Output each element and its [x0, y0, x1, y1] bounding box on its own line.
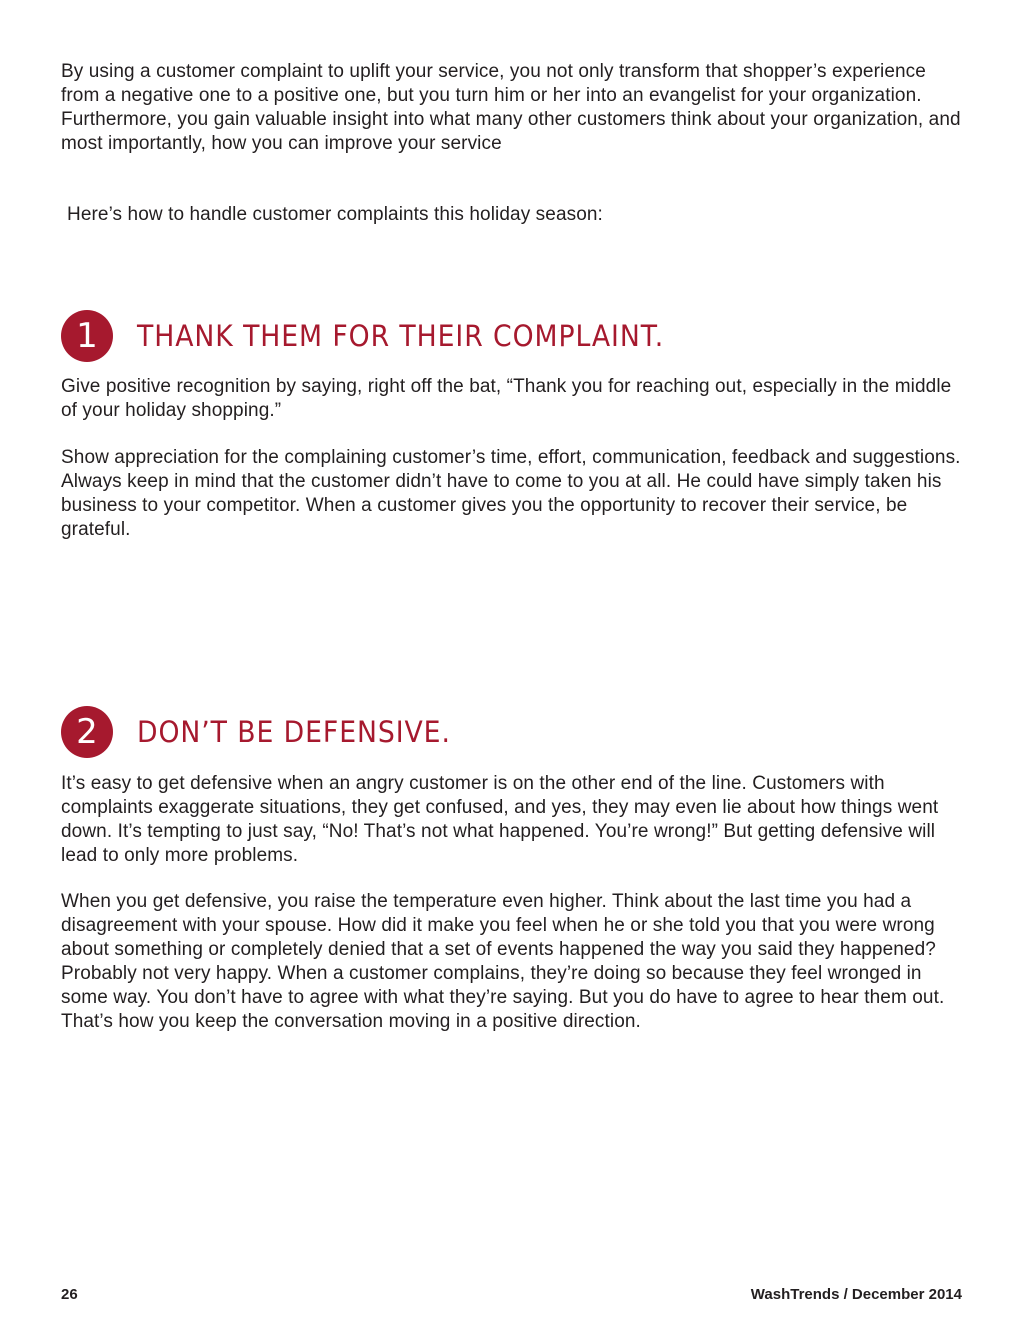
intro-paragraph: By using a customer complaint to uplift your service, you not only transform that shopper’s experience from a negative one to a positive one, but you turn him or her into an evangelist for your organization. Furthermore, you gain valuable insight into what many other customers think about your organization, and most importantly, how you can improve your service — [61, 61, 961, 154]
section-2-paragraph-1: It’s easy to get defensive when an angry customer is on the other end of the line. Customers with complaints exaggerate situations, they get confused, and yes, they may even lie about how things went down. It’s tempting to just say, “No! That’s not what happened. You’re wrong!” But getting defensive will lead to only more problems. — [61, 773, 939, 866]
section-1-paragraph-2: Show appreciation for the complaining customer’s time, effort, communication, feedback and suggestions. Always keep in mind that the customer didn’t have to come to you at all. He could have simply taken his business to your competitor. When a customer gives you the opportunity to recover their service, be grateful. — [61, 447, 961, 540]
section-2-heading — [61, 707, 478, 757]
section-2-number-badge: 2 — [61, 706, 113, 758]
section-1-title: THANK THEM FOR THEIR COMPLAINT. — [137, 319, 665, 353]
publication-credit: WashTrends / December 2014 — [750, 1286, 962, 1303]
section-1-heading — [61, 311, 710, 361]
section-2-paragraph-2: When you get defensive, you raise the temperature even higher. Think about the last time you had a disagreement with your spouse. How did it make you feel when he or she told you that you were wrong about something or completely denied that a set of events happened the way you said they happened? Probably not very happy. When a customer complains, they’re doing so because they feel wronged in some way. You don’t have to agree with what they’re saying. But you do have to agree to hear them out. That’s how you keep the conversation moving in a positive direction. — [61, 891, 945, 1032]
intro-lead-in: Here’s how to handle customer complaints this holiday season: — [67, 204, 603, 225]
section-1-number-badge: 1 — [61, 310, 113, 362]
section-1-paragraph-1: Give positive recognition by saying, right off the bat, “Thank you for reaching out, especially in the middle of your holiday shopping.” — [61, 376, 952, 421]
page-number: 26 — [61, 1286, 78, 1303]
section-2-title: DON’T BE DEFENSIVE. — [137, 715, 451, 749]
